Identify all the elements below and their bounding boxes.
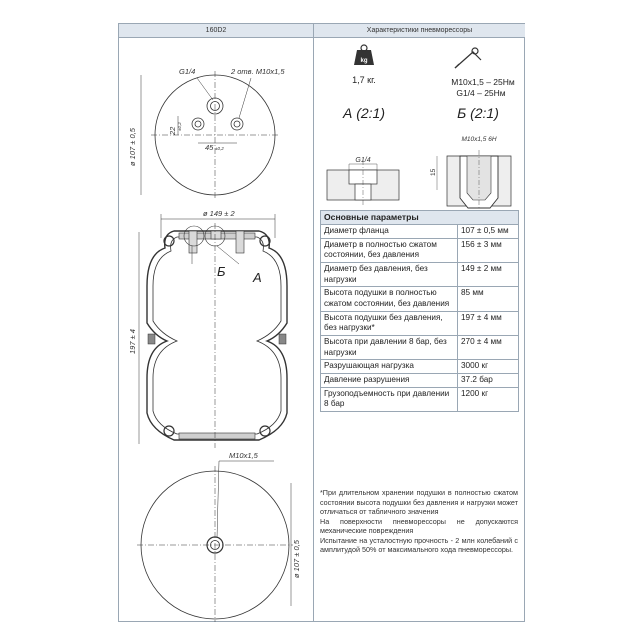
datasheet: [118, 23, 525, 622]
param-name: Высота подушки в полностью сжатом состоянии, без давления: [321, 287, 458, 311]
params-header-row: [321, 211, 519, 225]
side-view: [139, 214, 287, 448]
note-storage: *При длительном хранении подушки в полностью сжатом состоянии высота подушки без давления и нагрузки может отличаться от табличного значения: [320, 488, 518, 516]
offset-dim: 22: [168, 126, 177, 135]
detail-b-marker: Б: [217, 264, 226, 279]
spec-panel: [315, 38, 525, 210]
params-row: [321, 287, 519, 311]
param-name: Высота подушки без давления, без нагрузки*: [321, 311, 458, 335]
side-diameter-dim: ø 149 ± 2: [203, 209, 235, 218]
param-value: 149 ± 2 мм: [458, 263, 519, 287]
model-header: 160D2: [119, 24, 314, 38]
params-row: [321, 374, 519, 388]
param-value: 197 ± 4 мм: [458, 311, 519, 335]
bottom-flange-dim: ø 107 ± 0,5: [292, 540, 301, 578]
param-value: 3000 кг: [458, 360, 519, 374]
params-row: [321, 336, 519, 360]
param-name: Высота при давлении 8 бар, без нагрузки: [321, 336, 458, 360]
weight-value: 1,7 кг.: [352, 75, 376, 85]
params-row: [321, 387, 519, 411]
param-name: Диаметр фланца: [321, 225, 458, 239]
detail-b-depth: 15: [430, 168, 437, 176]
params-row: [321, 263, 519, 287]
params-row: [321, 225, 519, 239]
param-name: Диаметр без давления, без нагрузки: [321, 263, 458, 287]
port-label: G1/4: [179, 67, 196, 76]
note-surface: На поверхности пневморессоры не допускаются механические повреждения: [320, 516, 518, 535]
spacing-dim: 45: [205, 143, 214, 152]
param-value: 107 ± 0,5 мм: [458, 225, 519, 239]
param-value: 1200 кг: [458, 387, 519, 411]
detail-b-title: Б (2:1): [457, 105, 499, 121]
param-value: 156 ± 3 мм: [458, 238, 519, 262]
param-name: Диаметр в полностью сжатом состоянии, без давления: [321, 238, 458, 262]
params-table: [320, 210, 519, 412]
column-divider: [313, 37, 314, 621]
detail-b-section: [430, 136, 511, 210]
thread-label: M10x1,5: [229, 451, 258, 460]
top-view: [141, 71, 279, 199]
technical-drawing: [119, 38, 313, 622]
param-value: 270 ± 4 мм: [458, 336, 519, 360]
params-title: Основные параметры: [321, 211, 519, 225]
detail-a-title: А (2:1): [342, 105, 386, 121]
svg-text:kg: kg: [360, 58, 368, 64]
spacing-tol: ±0,2: [215, 146, 224, 151]
detail-a-marker: А: [253, 270, 262, 285]
params-row: [321, 311, 519, 335]
param-value: 85 мм: [458, 287, 519, 311]
note-fatigue: Испытание на усталостную прочность - 2 млн колебаний с амплитудой 50% от максимального хода пневморессоры.: [320, 535, 518, 554]
param-value: 37.2 бар: [458, 374, 519, 388]
detail-a-thread: G1/4: [355, 157, 371, 164]
params-row: [321, 360, 519, 374]
params-row: [321, 238, 519, 262]
bottom-view: [137, 461, 293, 622]
param-name: Разрушающая нагрузка: [321, 360, 458, 374]
side-height-dim: 197 ± 4: [128, 329, 137, 354]
param-name: Грузоподъемность при давлении 8 бар: [321, 387, 458, 411]
notes: [320, 488, 518, 555]
wrench-icon: [455, 48, 481, 68]
torque-m10: M10x1,5 – 25Нм: [451, 77, 515, 87]
torque-g14: G1/4 – 25Нм: [456, 88, 506, 98]
characteristics-header: Характеристики пневморессоры: [314, 24, 525, 38]
kg-weight-icon: [354, 45, 374, 65]
holes-label: 2 отв. M10x1,5: [231, 67, 285, 76]
top-flange-dim: ø 107 ± 0,5: [128, 128, 137, 166]
detail-b-thread: M10x1,5 6H: [461, 136, 497, 143]
offset-tol: ±0,2: [177, 122, 182, 131]
detail-a-section: [327, 157, 399, 206]
param-name: Давление разрушения: [321, 374, 458, 388]
